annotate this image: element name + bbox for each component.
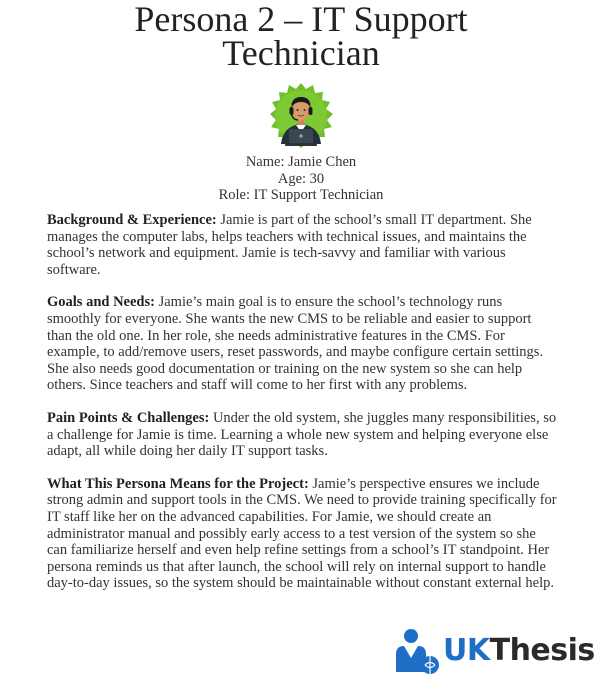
pain-points-section: [47, 410, 559, 460]
section-heading: What This Persona Means for the Project:: [47, 475, 309, 492]
section-heading: Background & Experience:: [47, 212, 217, 228]
section-heading: Pain Points & Challenges:: [47, 409, 210, 426]
avatar-container: [0, 82, 602, 150]
graduate-user-icon: [389, 624, 441, 676]
section-text: Under the old system, she juggles many responsibilities, so a challenge for Jamie is time. Learning a whole new system and helping everyone else adapt, all while doing her daily IT support tasks.: [47, 409, 557, 460]
section-heading: Goals and Needs:: [47, 294, 155, 311]
watermark-thesis: Thesis: [489, 632, 595, 668]
project-meaning-section: [47, 476, 559, 592]
support-technician-avatar-icon: [267, 82, 335, 150]
persona-age: Age: 30: [277, 170, 325, 187]
section-text: Jamie is part of the school’s small IT department. She manages the computer labs, helps teachers with technical issues, and maintains the school’s network and equipment. Jamie is tech-savvy and familiar with various software.: [47, 212, 532, 278]
ukthesis-watermark: [389, 624, 595, 676]
section-text: Jamie’s main goal is to ensure the school’s technology runs smoothly for everyone. She wants the new CMS to be reliable and easier to support than the old one. In her role, she needs administrative features in the CMS. For example, to add/remove users, reset passwords, and maybe configure certain settings. She also needs good documentation or training on the new system so she can help others. Since teachers and staff will come to her first with any problems.: [47, 294, 544, 394]
watermark-uk: UK: [443, 632, 490, 668]
section-text: Jamie’s perspective ensures we include strong admin and support tools in the CMS. We need to provide training specifically for IT staff like her on the advanced capabilities. For Jamie, we should create an administrator manual and possibly early access to a test version of the system so she can familiarize herself and even help refine settings from a school’s IT standpoint. Her persona reminds us that after launch, the school will rely on internal support to handle day-to-day issues, so the system should be maintainable without constant external help.: [47, 475, 557, 592]
persona-role: Role: IT Support Technician: [218, 187, 384, 203]
page-title: [0, 0, 602, 73]
title-line-2: Technician: [222, 33, 380, 73]
watermark-text: [443, 633, 595, 668]
persona-info: [0, 154, 602, 204]
goals-section: [47, 294, 559, 394]
background-section: [47, 212, 559, 278]
title-line-1: Persona 2 – IT Support: [134, 0, 468, 39]
persona-content: [47, 212, 559, 608]
persona-name: Name: Jamie Chen: [245, 154, 357, 170]
